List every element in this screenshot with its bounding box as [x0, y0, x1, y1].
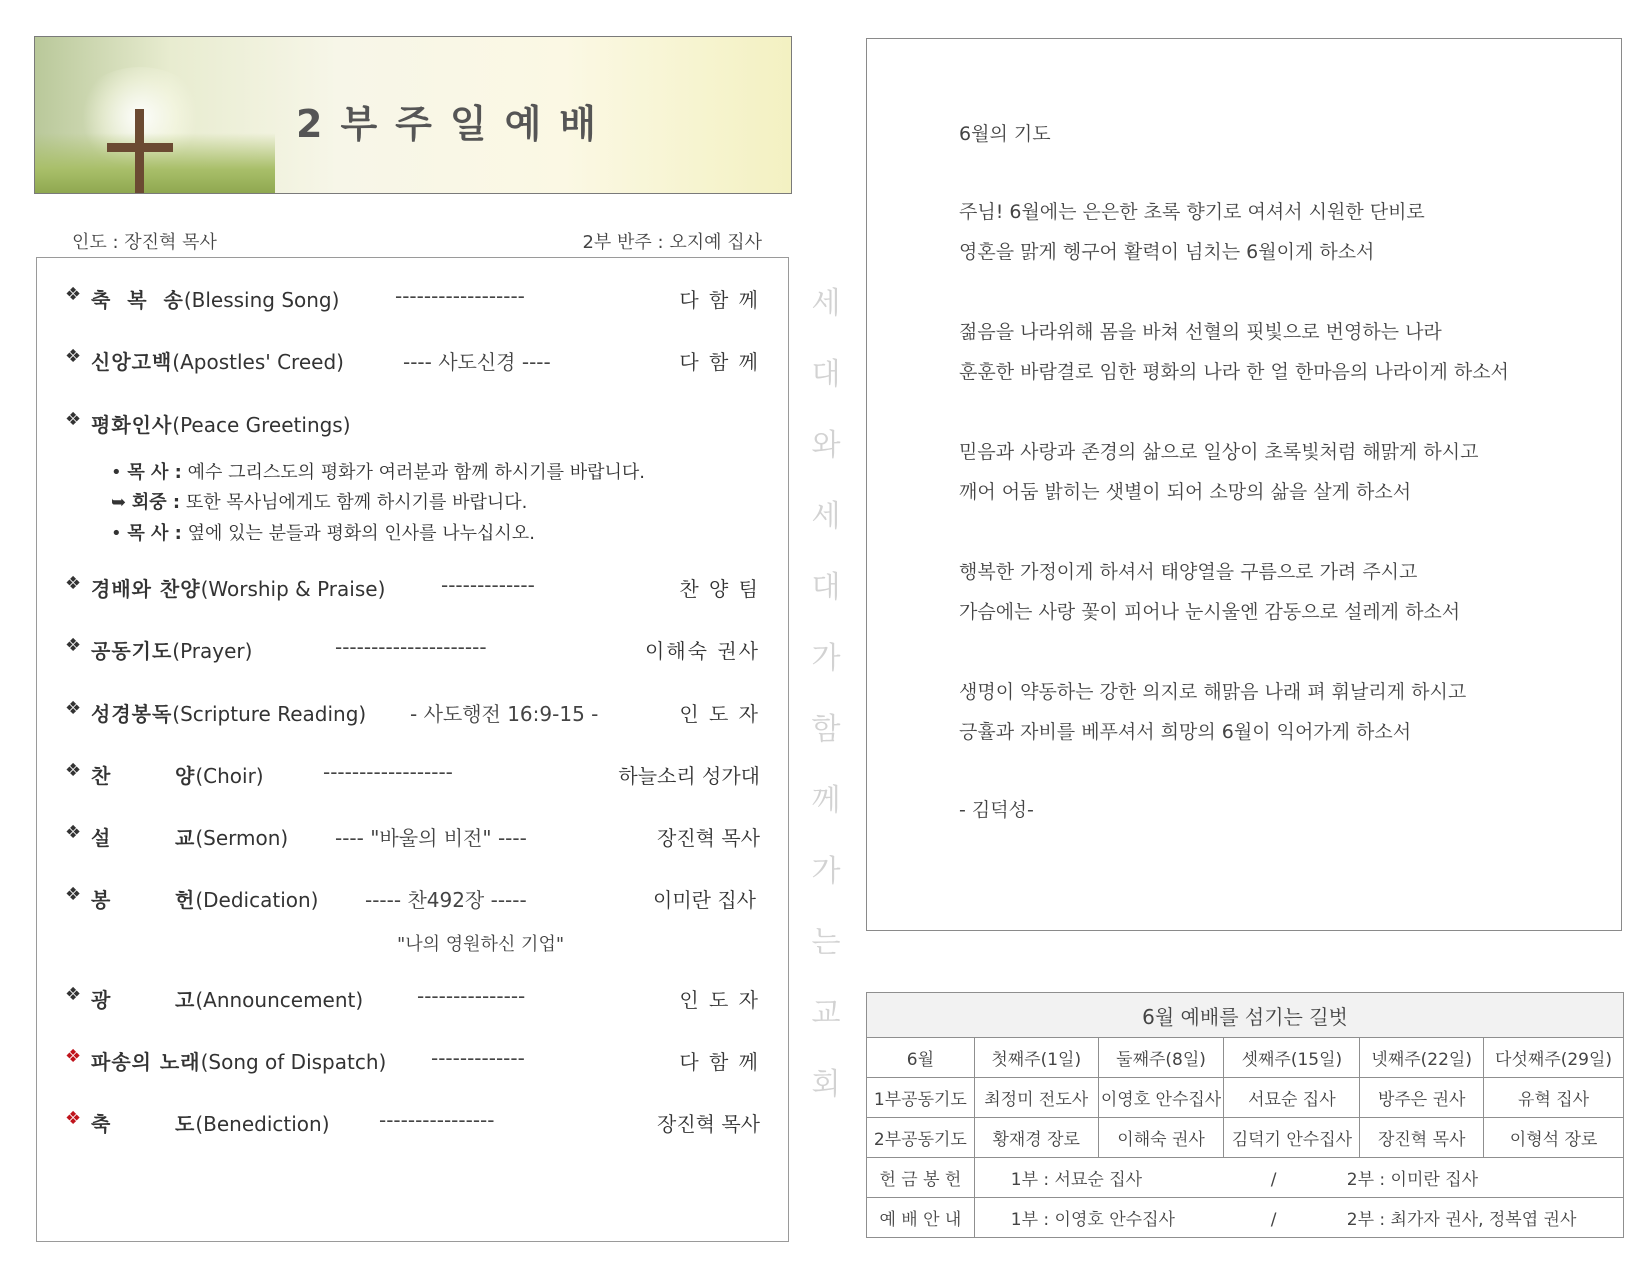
bullet-icon: ❖ [65, 1046, 82, 1067]
prayer-line: 훈훈한 바람결로 임한 평화의 나라 한 얼 한마음의 나라이게 하소서 [959, 361, 1509, 383]
program-row [65, 984, 760, 1014]
bullet-icon: ❖ [65, 284, 82, 305]
arrow-icon: ➥ [111, 492, 127, 513]
program-row [65, 1046, 760, 1076]
header-cell: 첫째주(1일) [974, 1038, 1098, 1078]
motto-char: 세 [811, 499, 841, 534]
program-row [65, 884, 760, 914]
motto-char: 회 [811, 1067, 841, 1102]
program-row [65, 822, 760, 852]
program-row [65, 284, 760, 314]
table-row [867, 1198, 1624, 1238]
separator: / [1270, 1210, 1277, 1230]
program-detail: ------------- [431, 1046, 525, 1070]
program-name-en: (Scripture Reading) [172, 702, 367, 726]
table-cell: 장진혁 목사 [1360, 1118, 1484, 1158]
cross-icon-bar [107, 143, 173, 152]
program-row [65, 409, 760, 439]
usher-first: 1부 : 이영호 안수집사 [1010, 1210, 1175, 1230]
motto-char: 께 [811, 783, 841, 818]
separator: / [1270, 1170, 1277, 1190]
header-banner [34, 36, 792, 194]
header-cell: 둘째주(8일) [1098, 1038, 1224, 1078]
peace-line [111, 519, 535, 545]
program-row [65, 698, 760, 728]
motto-char: 가 [811, 641, 841, 676]
table-cell: 서묘순 집사 [1224, 1078, 1360, 1118]
usher-second: 2부 : 최가자 권사, 정복엽 권사 [1346, 1210, 1577, 1230]
program-row [65, 346, 760, 376]
program-name: 공동기도 [91, 639, 173, 663]
motto-char: 교 [811, 996, 841, 1031]
row-label: 헌 금 봉 헌 [867, 1158, 975, 1198]
bullet-icon: ❖ [65, 346, 82, 367]
header-cell: 다섯째주(29일) [1484, 1038, 1624, 1078]
table-cell: 방주은 권사 [1360, 1078, 1484, 1118]
program-row [65, 1108, 760, 1138]
bullet-dot-icon: • [111, 462, 122, 483]
program-name: 성경봉독 [91, 702, 173, 726]
motto-char: 대 [811, 357, 841, 392]
offering-first: 1부 : 서묘순 집사 [1010, 1170, 1143, 1190]
program-name: 경배와 찬양 [91, 577, 201, 601]
prayer-line: 생명이 약동하는 강한 의지로 해맑음 나래 펴 휘날리게 하시고 [959, 681, 1467, 703]
program-leader: 인 도 자 [679, 988, 760, 1012]
program-row [65, 760, 760, 790]
program-name: 신앙고백 [91, 350, 173, 374]
program-leader: 인 도 자 [679, 702, 760, 726]
row-label: 1부공동기도 [867, 1078, 975, 1118]
table-cell: 김덕기 안수집사 [1224, 1118, 1360, 1158]
peace-text: 옆에 있는 분들과 평화의 인사를 나누십시오. [187, 523, 535, 544]
program-name-en: (Song of Dispatch) [200, 1050, 387, 1074]
bullet-dot-icon: • [111, 523, 122, 544]
prayer-line: 영혼을 맑게 헹구어 활력이 넘치는 6월이게 하소서 [959, 241, 1375, 263]
accompanist-info: 2부 반주 : 오지예 집사 [582, 232, 762, 253]
program-detail: ---------------- [379, 1108, 495, 1132]
motto-char: 는 [811, 925, 841, 960]
program-name: 봉 헌 [91, 888, 196, 912]
grass-image [35, 133, 275, 193]
prayer-line: 주님! 6월에는 은은한 초록 향기로 여셔서 시원한 단비로 [959, 201, 1425, 223]
peace-text: 예수 그리스도의 평화가 여러분과 함께 하시기를 바랍니다. [187, 462, 645, 483]
program-detail: ------------- [441, 573, 535, 597]
prayer-line: 젊음을 나라위해 몸을 바쳐 선혈의 핏빛으로 번영하는 나라 [959, 321, 1442, 343]
bullet-icon: ❖ [65, 760, 82, 781]
header-cell: 셋째주(15일) [1224, 1038, 1360, 1078]
program-name: 설 교 [91, 826, 196, 850]
prayer-author: - 김덕성- [959, 799, 1034, 821]
church-motto-vertical [808, 268, 844, 1120]
program-name: 광 고 [91, 988, 196, 1012]
program-name-en: (Prayer) [172, 639, 253, 663]
program-leader: 이미란 집사 [653, 888, 756, 912]
peace-line [111, 458, 645, 484]
program-name-en: (Worship & Praise) [200, 577, 386, 601]
program-name: 파송의 노래 [91, 1050, 201, 1074]
table-cell: 최정미 전도사 [974, 1078, 1098, 1118]
program-name-en: (Choir) [195, 764, 264, 788]
duty-roster-table [866, 992, 1624, 1238]
table-row [867, 1118, 1624, 1158]
service-title: 2부주일예배 [296, 102, 614, 146]
peace-text: 또한 목사님에게도 함께 하시기를 바랍니다. [185, 492, 528, 513]
program-leader: 다 함 께 [679, 1050, 760, 1074]
motto-char: 함 [811, 712, 841, 747]
program-name-en: (Peace Greetings) [172, 413, 351, 437]
bullet-icon: ❖ [65, 409, 82, 430]
offering-cell [974, 1158, 1623, 1198]
program-name-en: (Blessing Song) [183, 288, 340, 312]
bullet-icon: ❖ [65, 884, 82, 905]
program-leader: 이해숙 권사 [645, 639, 760, 663]
program-name-en: (Benediction) [195, 1112, 330, 1136]
peace-line [111, 488, 527, 514]
table-cell: 이형석 장로 [1484, 1118, 1624, 1158]
program-name-en: (Dedication) [195, 888, 319, 912]
program-detail: ------------------ [323, 760, 453, 784]
table-caption-row [867, 993, 1624, 1038]
program-name: 찬 양 [91, 764, 196, 788]
table-cell: 이해숙 권사 [1098, 1118, 1224, 1158]
peace-speaker: 목 사 : [127, 523, 182, 544]
bullet-icon: ❖ [65, 822, 82, 843]
header-cell: 6월 [867, 1038, 975, 1078]
program-name: 축 복 송 [91, 288, 184, 312]
bullet-icon: ❖ [65, 1108, 82, 1129]
prayer-line: 긍휼과 자비를 베푸셔서 희망의 6월이 익어가게 하소서 [959, 721, 1412, 743]
row-label: 2부공동기도 [867, 1118, 975, 1158]
program-detail: ------------------ [395, 284, 525, 308]
program-leader: 장진혁 목사 [657, 1112, 760, 1136]
peace-speaker: 회중 : [131, 492, 181, 513]
prayer-line: 가슴에는 사랑 꽃이 피어나 눈시울엔 감동으로 설레게 하소서 [959, 601, 1461, 623]
prayer-line: 행복한 가정이게 하셔서 태양열을 구름으로 가려 주시고 [959, 561, 1418, 583]
leader-info: 인도 : 장진혁 목사 [72, 232, 217, 253]
program-name-en: (Apostles' Creed) [172, 350, 344, 374]
table-caption: 6월 예배를 섬기는 길벗 [867, 993, 1624, 1038]
program-leader: 장진혁 목사 [657, 826, 760, 850]
program-detail: ----- 찬492장 ----- [365, 888, 527, 912]
table-row [867, 1158, 1624, 1198]
program-detail: --------------- [417, 984, 526, 1008]
usher-cell [974, 1198, 1623, 1238]
table-row [867, 1078, 1624, 1118]
program-name-en: (Sermon) [195, 826, 289, 850]
table-cell: 유혁 집사 [1484, 1078, 1624, 1118]
bullet-icon: ❖ [65, 635, 82, 656]
table-cell: 이영호 안수집사 [1098, 1078, 1224, 1118]
header-cell: 넷째주(22일) [1360, 1038, 1484, 1078]
program-name: 평화인사 [91, 413, 173, 437]
prayer-box [866, 38, 1622, 931]
program-name-en: (Announcement) [195, 988, 364, 1012]
program-row [65, 573, 760, 603]
table-header-row [867, 1038, 1624, 1078]
prayer-line: 깨어 어둠 밝히는 샛별이 되어 소망의 삶을 살게 하소서 [959, 481, 1412, 503]
program-detail: ---- 사도신경 ---- [403, 350, 551, 374]
bullet-icon: ❖ [65, 573, 82, 594]
hymn-title: "나의 영원하신 기업" [397, 934, 565, 955]
prayer-title: 6월의 기도 [959, 123, 1051, 145]
table-cell: 황재경 장로 [974, 1118, 1098, 1158]
program-leader: 하늘소리 성가대 [618, 764, 760, 788]
program-leader: 다 함 께 [679, 350, 760, 374]
peace-speaker: 목 사 : [127, 462, 182, 483]
program-row [65, 635, 760, 665]
program-detail: --------------------- [335, 635, 487, 659]
motto-char: 대 [811, 570, 841, 605]
bullet-icon: ❖ [65, 984, 82, 1005]
prayer-line: 믿음과 사랑과 존경의 삶으로 일상이 초록빛처럼 해맑게 하시고 [959, 441, 1479, 463]
bullet-icon: ❖ [65, 698, 82, 719]
motto-char: 세 [811, 286, 841, 321]
program-leader: 다 함 께 [679, 288, 760, 312]
program-name: 축 도 [91, 1112, 196, 1136]
motto-char: 와 [811, 428, 841, 463]
program-detail: - 사도행전 16:9-15 - [410, 702, 599, 726]
order-of-worship [36, 257, 789, 1242]
sermon-title: ---- "바울의 비전" ---- [335, 826, 527, 850]
offering-second: 2부 : 이미란 집사 [1346, 1170, 1479, 1190]
program-leader: 찬 양 팀 [679, 577, 760, 601]
row-label: 예 배 안 내 [867, 1198, 975, 1238]
motto-char: 가 [811, 854, 841, 889]
